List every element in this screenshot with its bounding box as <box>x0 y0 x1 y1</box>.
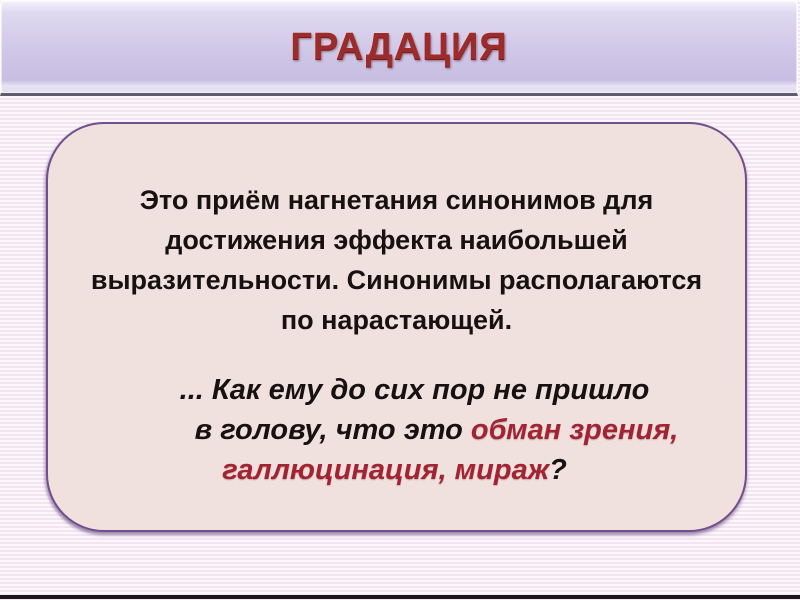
definition-line-4: по нарастающей. <box>280 305 513 335</box>
definition-line-2: достижения эффекта наибольшей <box>165 225 628 255</box>
example-quote <box>48 370 745 490</box>
quote-line-1-text: ... Как ему до сих пор не пришло <box>179 374 650 406</box>
slide-title-bar <box>0 0 798 96</box>
quote-line-3-red-text: галлюцинация, мираж <box>222 454 550 486</box>
quote-line-3-black-text: ? <box>549 454 567 486</box>
definition-line-1: Это приём нагнетания синонимов для <box>139 185 654 215</box>
quote-line-2 <box>88 410 785 450</box>
definition-line-3: выразительности. Синонимы располагаются <box>90 265 703 295</box>
quote-line-2-red-text: обман зрения, <box>470 414 679 446</box>
quote-line-3 <box>46 450 743 490</box>
definition-text <box>48 180 745 340</box>
slide-bottom-border <box>0 595 800 599</box>
quote-line-1 <box>66 370 763 410</box>
definition-card <box>46 122 747 532</box>
slide-title: ГРАДАЦИЯ <box>290 25 508 68</box>
quote-line-2-black-text: в голову, что это <box>194 414 471 446</box>
